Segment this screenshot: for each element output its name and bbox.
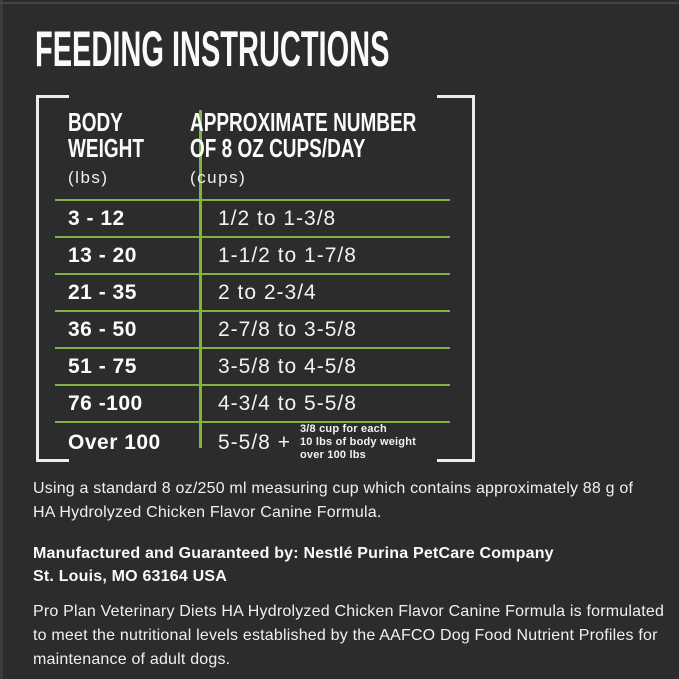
weight-cell: Over 100 [68,430,161,454]
manufacturer-info-line2: St. Louis, MO 63164 USA [33,568,227,585]
weight-cell: 13 - 20 [68,243,137,267]
manufacturer-info [33,542,673,588]
body-weight-header-line1: BODY [68,107,123,137]
cups-cell: 2 to 2-3/4 [218,280,317,304]
cups-cell: 2-7/8 to 3-5/8 [218,317,357,341]
cups-header-line2: OF 8 OZ CUPS/DAY [190,133,366,163]
body-weight-header-line2: WEIGHT [68,133,144,163]
weight-unit-label: (lbs) [68,168,109,187]
image-edge-left-line [0,0,3,679]
measuring-cup-note [33,477,673,525]
table-header-row [55,95,450,199]
cups-header [172,109,500,199]
over-100-note [300,423,416,462]
image-edge-top-line [0,2,679,4]
weight-cell: 76 -100 [68,391,143,415]
aafco-statement-line2: to meet the nutritional levels established by the AAFCO Dog Food Nutrient Profiles for [33,627,658,644]
over-100-note-line2: 10 lbs of body weight [299,436,417,448]
aafco-statement-line1: Pro Plan Veterinary Diets HA Hydrolyzed Chicken Flavor Canine Formula is formulated [33,603,665,620]
weight-cell: 21 - 35 [68,280,137,304]
cups-value: 5-5/8 + [218,430,291,454]
table-row [55,236,450,273]
weight-cell: 36 - 50 [68,317,137,341]
table-row [55,347,450,384]
table-rows [55,95,450,462]
cups-cell [200,423,450,462]
aafco-statement [33,600,673,672]
table-row [55,199,450,236]
cups-cell: 1/2 to 1-3/8 [218,206,337,230]
measuring-cup-note-line1: Using a standard 8 oz/250 ml measuring cup which contains approximately 88 g of [33,480,634,497]
over-100-note-line1: 3/8 cup for each [299,423,387,435]
over-100-note-line3: over 100 lbs [299,449,366,461]
cups-cell: 1-1/2 to 1-7/8 [218,243,357,267]
measuring-cup-note-line2: HA Hydrolyzed Chicken Flavor Canine Formula. [33,504,382,521]
table-row [55,273,450,310]
table-row [55,384,450,421]
cups-unit-label: (cups) [190,168,247,187]
weight-cell: 51 - 75 [68,354,137,378]
table-row [55,310,450,347]
aafco-statement-line3: maintenance of adult dogs. [33,651,231,668]
footer [33,477,673,672]
table-row [55,421,450,462]
cups-cell: 4-3/4 to 5-5/8 [218,391,357,415]
body-weight-header [55,109,172,199]
cups-cell: 3-5/8 to 4-5/8 [218,354,357,378]
cups-header-line1: APPROXIMATE NUMBER [190,107,417,137]
manufacturer-info-line1: Manufactured and Guaranteed by: Nestlé Purina PetCare Company [33,545,554,562]
page-title: FEEDING INSTRUCTIONS [35,21,390,77]
feeding-table [36,95,475,462]
weight-cell: 3 - 12 [68,206,125,230]
